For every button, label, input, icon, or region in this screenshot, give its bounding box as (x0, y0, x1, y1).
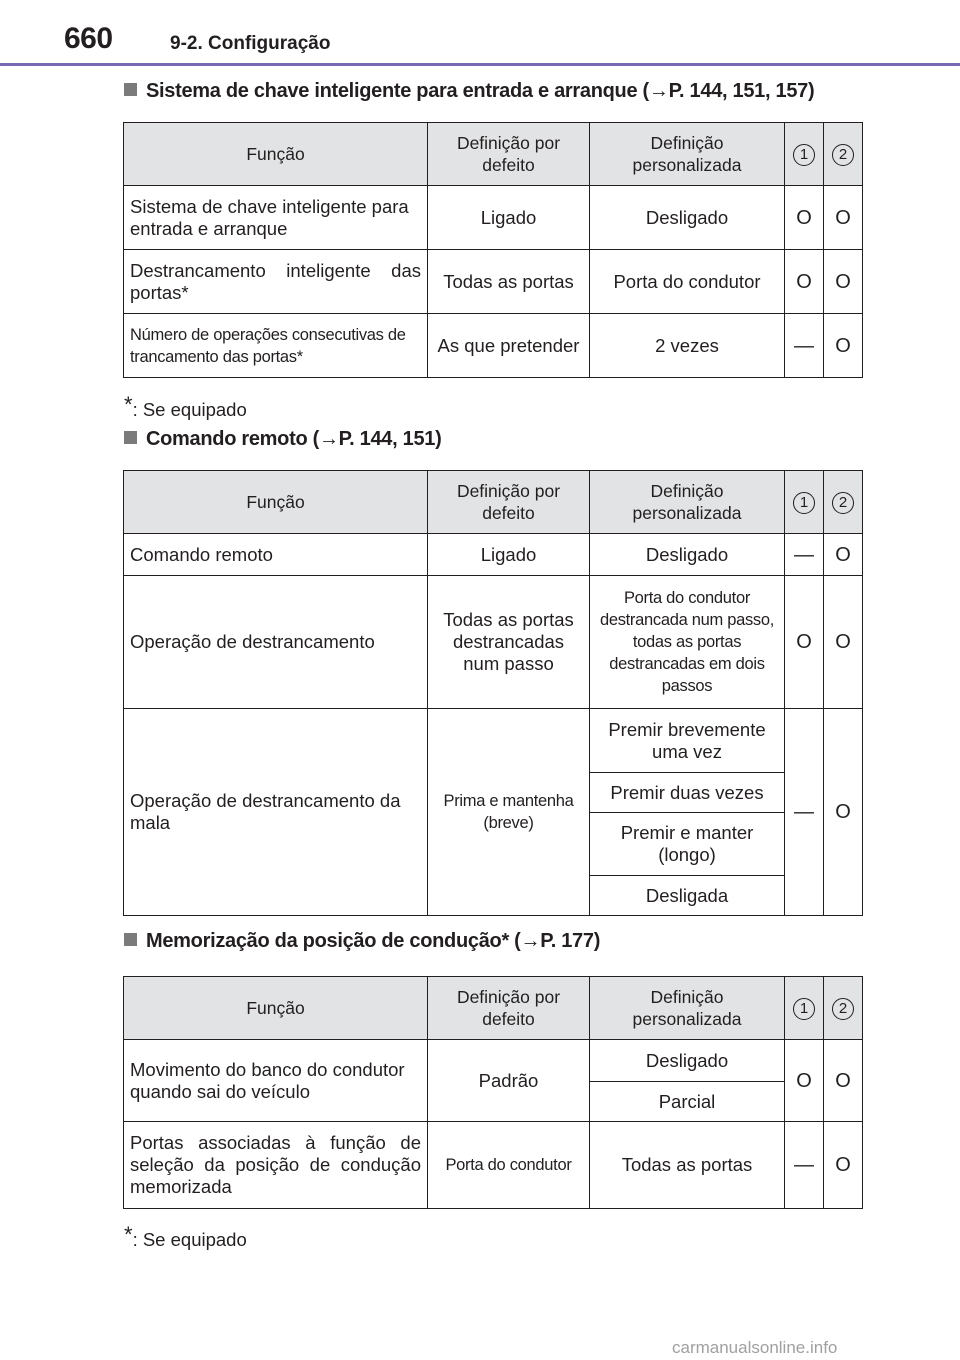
cell-col1: — (785, 709, 824, 916)
col-header-1 (785, 471, 824, 534)
cell-col1: O (785, 250, 824, 314)
circled-1-icon: 1 (793, 998, 815, 1020)
cell-default: Todas as portas (428, 250, 590, 314)
cell-col1: O (785, 576, 824, 709)
bullet-square-icon (124, 83, 137, 96)
col-header-default: Definição por defeito (428, 977, 590, 1040)
col-header-function: Função (124, 977, 428, 1040)
section-title-smart-key: Sistema de chave inteligente para entrada e arranque (→P. 144, 151, 157) (124, 80, 814, 103)
table-row (124, 576, 863, 709)
table-row (124, 250, 863, 314)
watermark: carmanualsonline.info (672, 1338, 838, 1357)
cell-function: Operação de destrancamento da mala (124, 709, 428, 916)
table-row (124, 709, 863, 773)
cell-function: Operação de destrancamento (124, 576, 428, 709)
cell-custom-option: Desligada (590, 876, 785, 916)
cell-function: Comando remoto (124, 534, 428, 576)
cell-custom: Desligado (590, 186, 785, 250)
cell-col2: O (824, 314, 863, 378)
table-header-row (124, 123, 863, 186)
cell-col2: O (824, 186, 863, 250)
footnote: *: Se equipado (124, 392, 247, 420)
cell-custom-option: Premir duas vezes (590, 773, 785, 813)
cell-col2: O (824, 709, 863, 916)
cell-col1: O (785, 186, 824, 250)
cell-col2: O (824, 1122, 863, 1209)
bullet-square-icon (124, 431, 137, 444)
cell-col2: O (824, 576, 863, 709)
cell-col1: — (785, 314, 824, 378)
cell-default: Porta do condutor (428, 1122, 590, 1209)
col-header-2 (824, 471, 863, 534)
cell-function: Número de operações consecutivas de trancamento das portas* (124, 314, 428, 378)
circled-2-icon: 2 (832, 998, 854, 1020)
cell-custom: Porta do condutor (590, 250, 785, 314)
table-row (124, 314, 863, 378)
table-row (124, 1040, 863, 1082)
circled-2-icon: 2 (832, 492, 854, 514)
cell-custom: Todas as portas (590, 1122, 785, 1209)
circled-1-icon: 1 (793, 144, 815, 166)
section-title-remote: Comando remoto (→P. 144, 151) (124, 428, 441, 451)
cell-custom-option: Parcial (590, 1082, 785, 1122)
cell-col2: O (824, 250, 863, 314)
col-header-default: Definição por defeito (428, 471, 590, 534)
col-header-1 (785, 977, 824, 1040)
table-smart-key (123, 122, 863, 378)
cell-custom-option: Premir e manter (longo) (590, 813, 785, 876)
col-header-custom: Definição personalizada (590, 123, 785, 186)
col-header-2 (824, 123, 863, 186)
table-header-row (124, 471, 863, 534)
circled-2-icon: 2 (832, 144, 854, 166)
cell-col1: — (785, 534, 824, 576)
cell-col1: O (785, 1040, 824, 1122)
cell-function: Movimento do banco do condutor quando sai do veículo (124, 1040, 428, 1122)
col-header-function: Função (124, 471, 428, 534)
col-header-custom: Definição personalizada (590, 471, 785, 534)
cell-custom-option: Desligado (590, 1040, 785, 1082)
footnote: *: Se equipado (124, 1222, 247, 1250)
table-header-row (124, 977, 863, 1040)
col-header-custom: Definição personalizada (590, 977, 785, 1040)
cell-col1: — (785, 1122, 824, 1209)
page-number: 660 (64, 22, 113, 55)
col-header-function: Função (124, 123, 428, 186)
cell-function: Destrancamento inteligente das portas* (124, 250, 428, 314)
cell-default: Todas as portas destrancadas num passo (428, 576, 590, 709)
cell-function: Portas associadas à função de seleção da posição de condução memorizada (124, 1122, 428, 1209)
cell-default: Ligado (428, 534, 590, 576)
col-header-default: Definição por defeito (428, 123, 590, 186)
page-header (0, 0, 960, 66)
cell-default: Padrão (428, 1040, 590, 1122)
cell-default: Ligado (428, 186, 590, 250)
circled-1-icon: 1 (793, 492, 815, 514)
table-row (124, 1122, 863, 1209)
cell-custom: Porta do condutor destrancada num passo, todas as portas destrancadas em dois passos (590, 576, 785, 709)
table-row (124, 186, 863, 250)
header-divider (0, 63, 960, 66)
cell-col2: O (824, 534, 863, 576)
col-header-2 (824, 977, 863, 1040)
table-row (124, 534, 863, 576)
chapter-title: 9-2. Configuração (170, 33, 331, 54)
cell-default: Prima e mantenha (breve) (428, 709, 590, 916)
section-title-driving-position: Memorização da posição de condução* (→P. 177) (124, 930, 600, 953)
cell-custom: 2 vezes (590, 314, 785, 378)
cell-function: Sistema de chave inteligente para entrada e arranque (124, 186, 428, 250)
table-driving-position (123, 976, 863, 1209)
cell-default: As que pretender (428, 314, 590, 378)
cell-custom: Desligado (590, 534, 785, 576)
cell-custom-option: Premir brevemente uma vez (590, 709, 785, 773)
bullet-square-icon (124, 933, 137, 946)
col-header-1 (785, 123, 824, 186)
cell-col2: O (824, 1040, 863, 1122)
table-remote (123, 470, 863, 916)
